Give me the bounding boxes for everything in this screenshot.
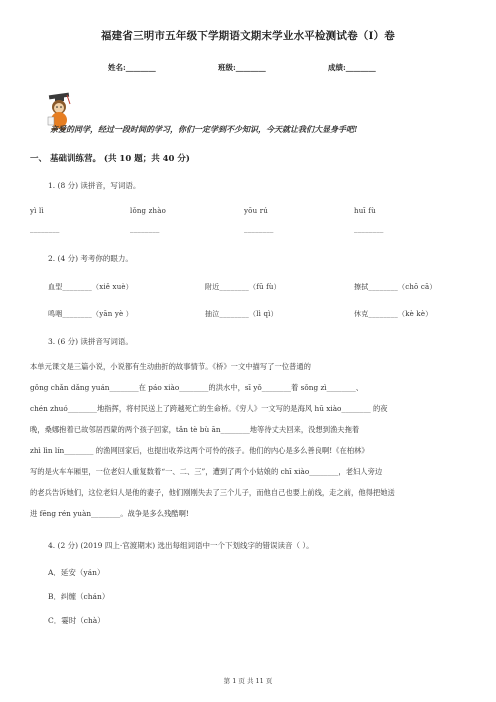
q1-pinyin-4: huī fù xyxy=(354,207,376,215)
q3-paragraph-line: chén zhuó________地指挥，将村民送上了跨越死亡的生命桥。《穷人》一文写的是海风 hū xiào________ 的夜 xyxy=(30,404,388,413)
q3-paragraph-line: zhì lìn lín________ 的渔网回家后，也提出收养这两个可怜的孩子。他们的内心是多么善良啊!《在柏林》 xyxy=(30,446,369,455)
q2-item-3: 擦拭________（chō cā） xyxy=(354,283,437,291)
q1-pinyin-1: yì lì xyxy=(30,207,44,215)
page-footer: 第 1 页 共 11 页 xyxy=(223,677,273,685)
q2-item-6: 休克________（kè kè） xyxy=(354,310,433,318)
question-1-label: 1. (8 分) 读拼音，写词语。 xyxy=(48,181,141,190)
class-field: 班级:________ xyxy=(218,63,266,72)
section-heading: 一、 基础训练营。 (共 10 题；共 40 分) xyxy=(30,154,190,164)
q3-paragraph-line: 的老兵告诉她们，这位老妇人是他的妻子，他们刚刚失去了三个儿子，而他自己也要上前线，走之前，他得把她送 xyxy=(30,488,395,497)
q4-option-a[interactable]: A．延安（yán） xyxy=(48,568,105,577)
greeting-text: 亲爱的同学，经过一段时间的学习，你们一定学到不少知识，今天就让我们大显身手吧! xyxy=(50,124,358,134)
q1-pinyin-2: lǒng zhào xyxy=(130,207,167,215)
q2-item-5: 抽泣________（lì qì） xyxy=(205,310,278,318)
q1-pinyin-3: yōu rú xyxy=(244,207,268,215)
q2-item-1: 血型________（xiě xuè） xyxy=(48,283,133,291)
score-field: 成绩:________ xyxy=(328,63,376,72)
name-field: 姓名:________ xyxy=(108,63,156,72)
q1-answer-blank-3[interactable]: ________ xyxy=(244,225,274,233)
q3-paragraph-line: 进 fēng rén yuàn________。战争是多么残酷啊! xyxy=(30,509,189,518)
q3-paragraph-line: 晚，桑娜抱着已故邻居西蒙的两个孩子回家，tǎn tè bù ān________地等待丈夫回来，没想到渔夫拖着 xyxy=(30,425,360,434)
q3-paragraph-line: 本单元课文是三篇小说，小说都有生动曲折的故事情节。《桥》一文中描写了一位普通的 xyxy=(30,362,311,371)
q4-option-c[interactable]: C．霎时（chà） xyxy=(48,616,105,625)
q3-paragraph-line: 写的是火车车厢里，一位老妇人重复数着“一、二、三”，遭到了两个小姑娘的 chī xiào________，老妇人旁边 xyxy=(30,467,383,476)
page-title: 福建省三明市五年级下学期语文期末学业水平检测试卷（I）卷 xyxy=(100,30,395,42)
question-4-label: 4. (2 分) (2019 四上·官渡期末) 选出每组词语中一个下划线字的错误读音（ ）。 xyxy=(48,541,314,550)
q3-paragraph-line: gǒng chǎn dǎng yuán________在 páo xiào________的洪水中，sī yǒ________着 sǒng zì________、 xyxy=(30,383,364,392)
q1-answer-blank-1[interactable]: ________ xyxy=(30,225,60,233)
q1-answer-blank-4[interactable]: ________ xyxy=(354,225,384,233)
q2-item-4: 鸣咽________（yān yè ） xyxy=(48,310,133,318)
q1-answer-blank-2[interactable]: ________ xyxy=(130,225,160,233)
q4-option-b[interactable]: B．纠缠（chán） xyxy=(48,592,110,601)
question-3-label: 3. (6 分) 读拼音写词语。 xyxy=(48,337,133,346)
q2-item-2: 附近________（fū fù） xyxy=(205,283,281,291)
question-2-label: 2. (4 分) 考考你的眼力。 xyxy=(48,254,133,263)
